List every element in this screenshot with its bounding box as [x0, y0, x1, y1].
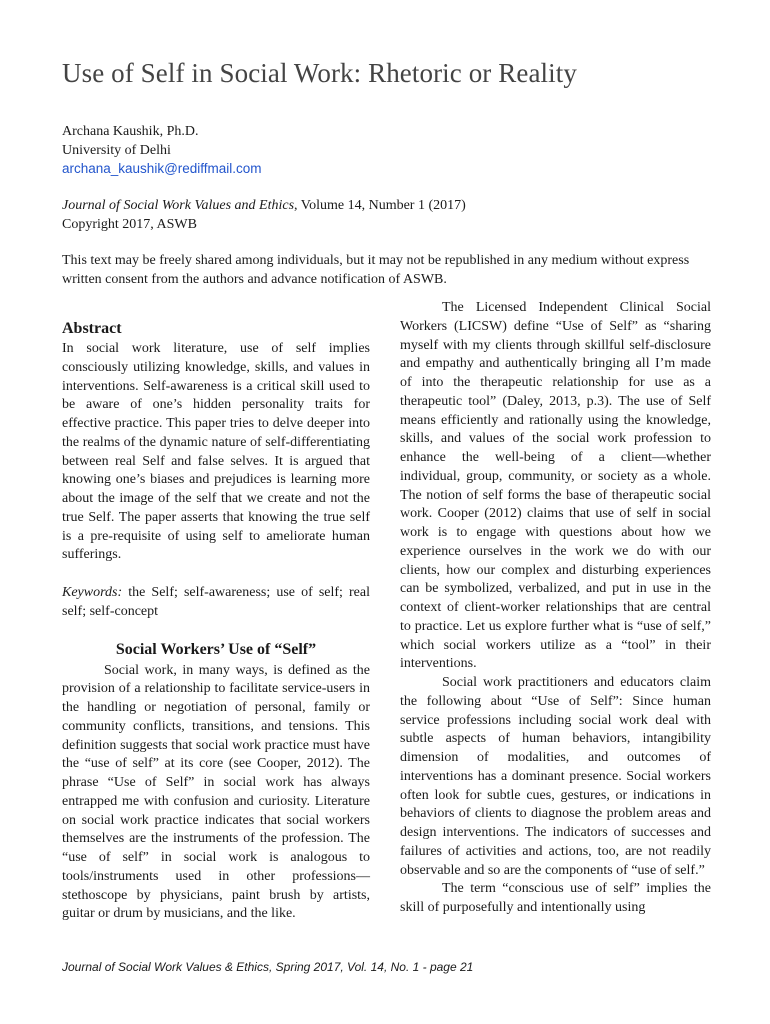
author-email-link[interactable]: archana_kaushik@rediffmail.com [62, 161, 262, 176]
body-paragraph: Social work practitioners and educators claim the following about “Use of Self”: Since human service professions including social work deal with subtle aspects of human behaviors, intangibility dimension of modalities, and outcomes of interventions has a dominant presence. Social workers often look for subtle cues, gestures, or indications in behaviors of clients to diagnose the problem areas and design interventions. The indicators of successes and failures of activities and actions, too, are not readily observable and so are the components of “use of self.” [400, 675, 711, 878]
abstract-heading: Abstract [62, 320, 122, 337]
citation-block [62, 197, 466, 234]
section-heading: Social Workers’ Use of “Self” [115, 640, 317, 658]
journal-name: Journal of Social Work Values and Ethics [62, 198, 295, 213]
sharing-notice: This text may be freely shared among individuals, but it may not be republished in any medium without express written consent from the authors and advance notification of ASWB. [62, 253, 690, 287]
author-name: Archana Kaushik, Ph.D. [62, 124, 199, 139]
abstract-text: In social work literature, use of self implies consciously utilizing knowledge, skills, and values in interventions. Self-awareness is a critical skill used to be aware of one’s hidden personality traits for effective practice. This paper tries to delve deeper into the realms of the dynamic nature of self-differentiating between real Self and false selves. It is argued that knowing one’s biases and prejudices is learning more about the image of the self that we create and not the true Self. The paper asserts that knowing the true self is a pre-requisite of using self to ameliorate human sufferings. [62, 341, 370, 563]
journal-volume: , Volume 14, Number 1 (2017) [294, 198, 466, 213]
copyright-line: Copyright 2017, ASWB [62, 216, 197, 232]
keywords-list: the Self; self-awareness; use of self; real self; self-concept [62, 585, 370, 619]
article-title: Use of Self in Social Work: Rhetoric or Reality [62, 58, 577, 88]
page-footer: Journal of Social Work Values & Ethics, Spring 2017, Vol. 14, No. 1 - page 21 [62, 960, 474, 974]
section-paragraph: Social work, in many ways, is defined as the provision of a relationship to facilitate service-users in the handling or negotiation of personal, family or community conflicts, transitions, and tensions. This definition suggests that social work practice must have the “use of self” at its core (see Cooper, 2012). The phrase “Use of Self” in social work has always entrapped me with confusion and curiosity. Literature on social work practice indicates that social workers themselves are the instruments of the profession. The “use of self” in social work is analogous to tools/instruments used in other professions—stethoscope by physicians, paint brush by artists, guitar or drum by musicians, and the like. [62, 662, 370, 922]
keywords-label: Keywords: [62, 585, 123, 600]
left-column [62, 320, 370, 924]
citation-line [62, 197, 466, 216]
body-paragraph: The term “conscious use of self” implies the skill of purposefully and intentionally using [400, 881, 711, 915]
author-block [62, 123, 262, 179]
keywords [62, 584, 370, 622]
author-affiliation: University of Delhi [62, 142, 171, 158]
body-paragraph: The Licensed Independent Clinical Social Workers (LICSW) define “Use of Self” as “sharing myself with my clients through skillful self-disclosure and empathy and authentically bringing all I’m made of into the therapeutic relationship for use as a therapeutic tool” (Daley, 2013, p.3). The use of Self means efficiently and rationally using the knowledge, skills, and values of the social work profession to enhance the well-being of a client—whether individual, group, community, or society as a whole. The notion of self forms the base of therapeutic social work. Cooper (2012) claims that use of self in social work is to engage with questions about how we experience ourselves in the work we do with our clients, how our complex and disturbing experiences can be symbolized, verbalized, and put in use in the context of client-worker relationships that are central to practice. Let us explore further what is “use of self,” which social workers utilize as a “tool” in their interventions. [400, 300, 711, 672]
right-column [400, 299, 711, 918]
